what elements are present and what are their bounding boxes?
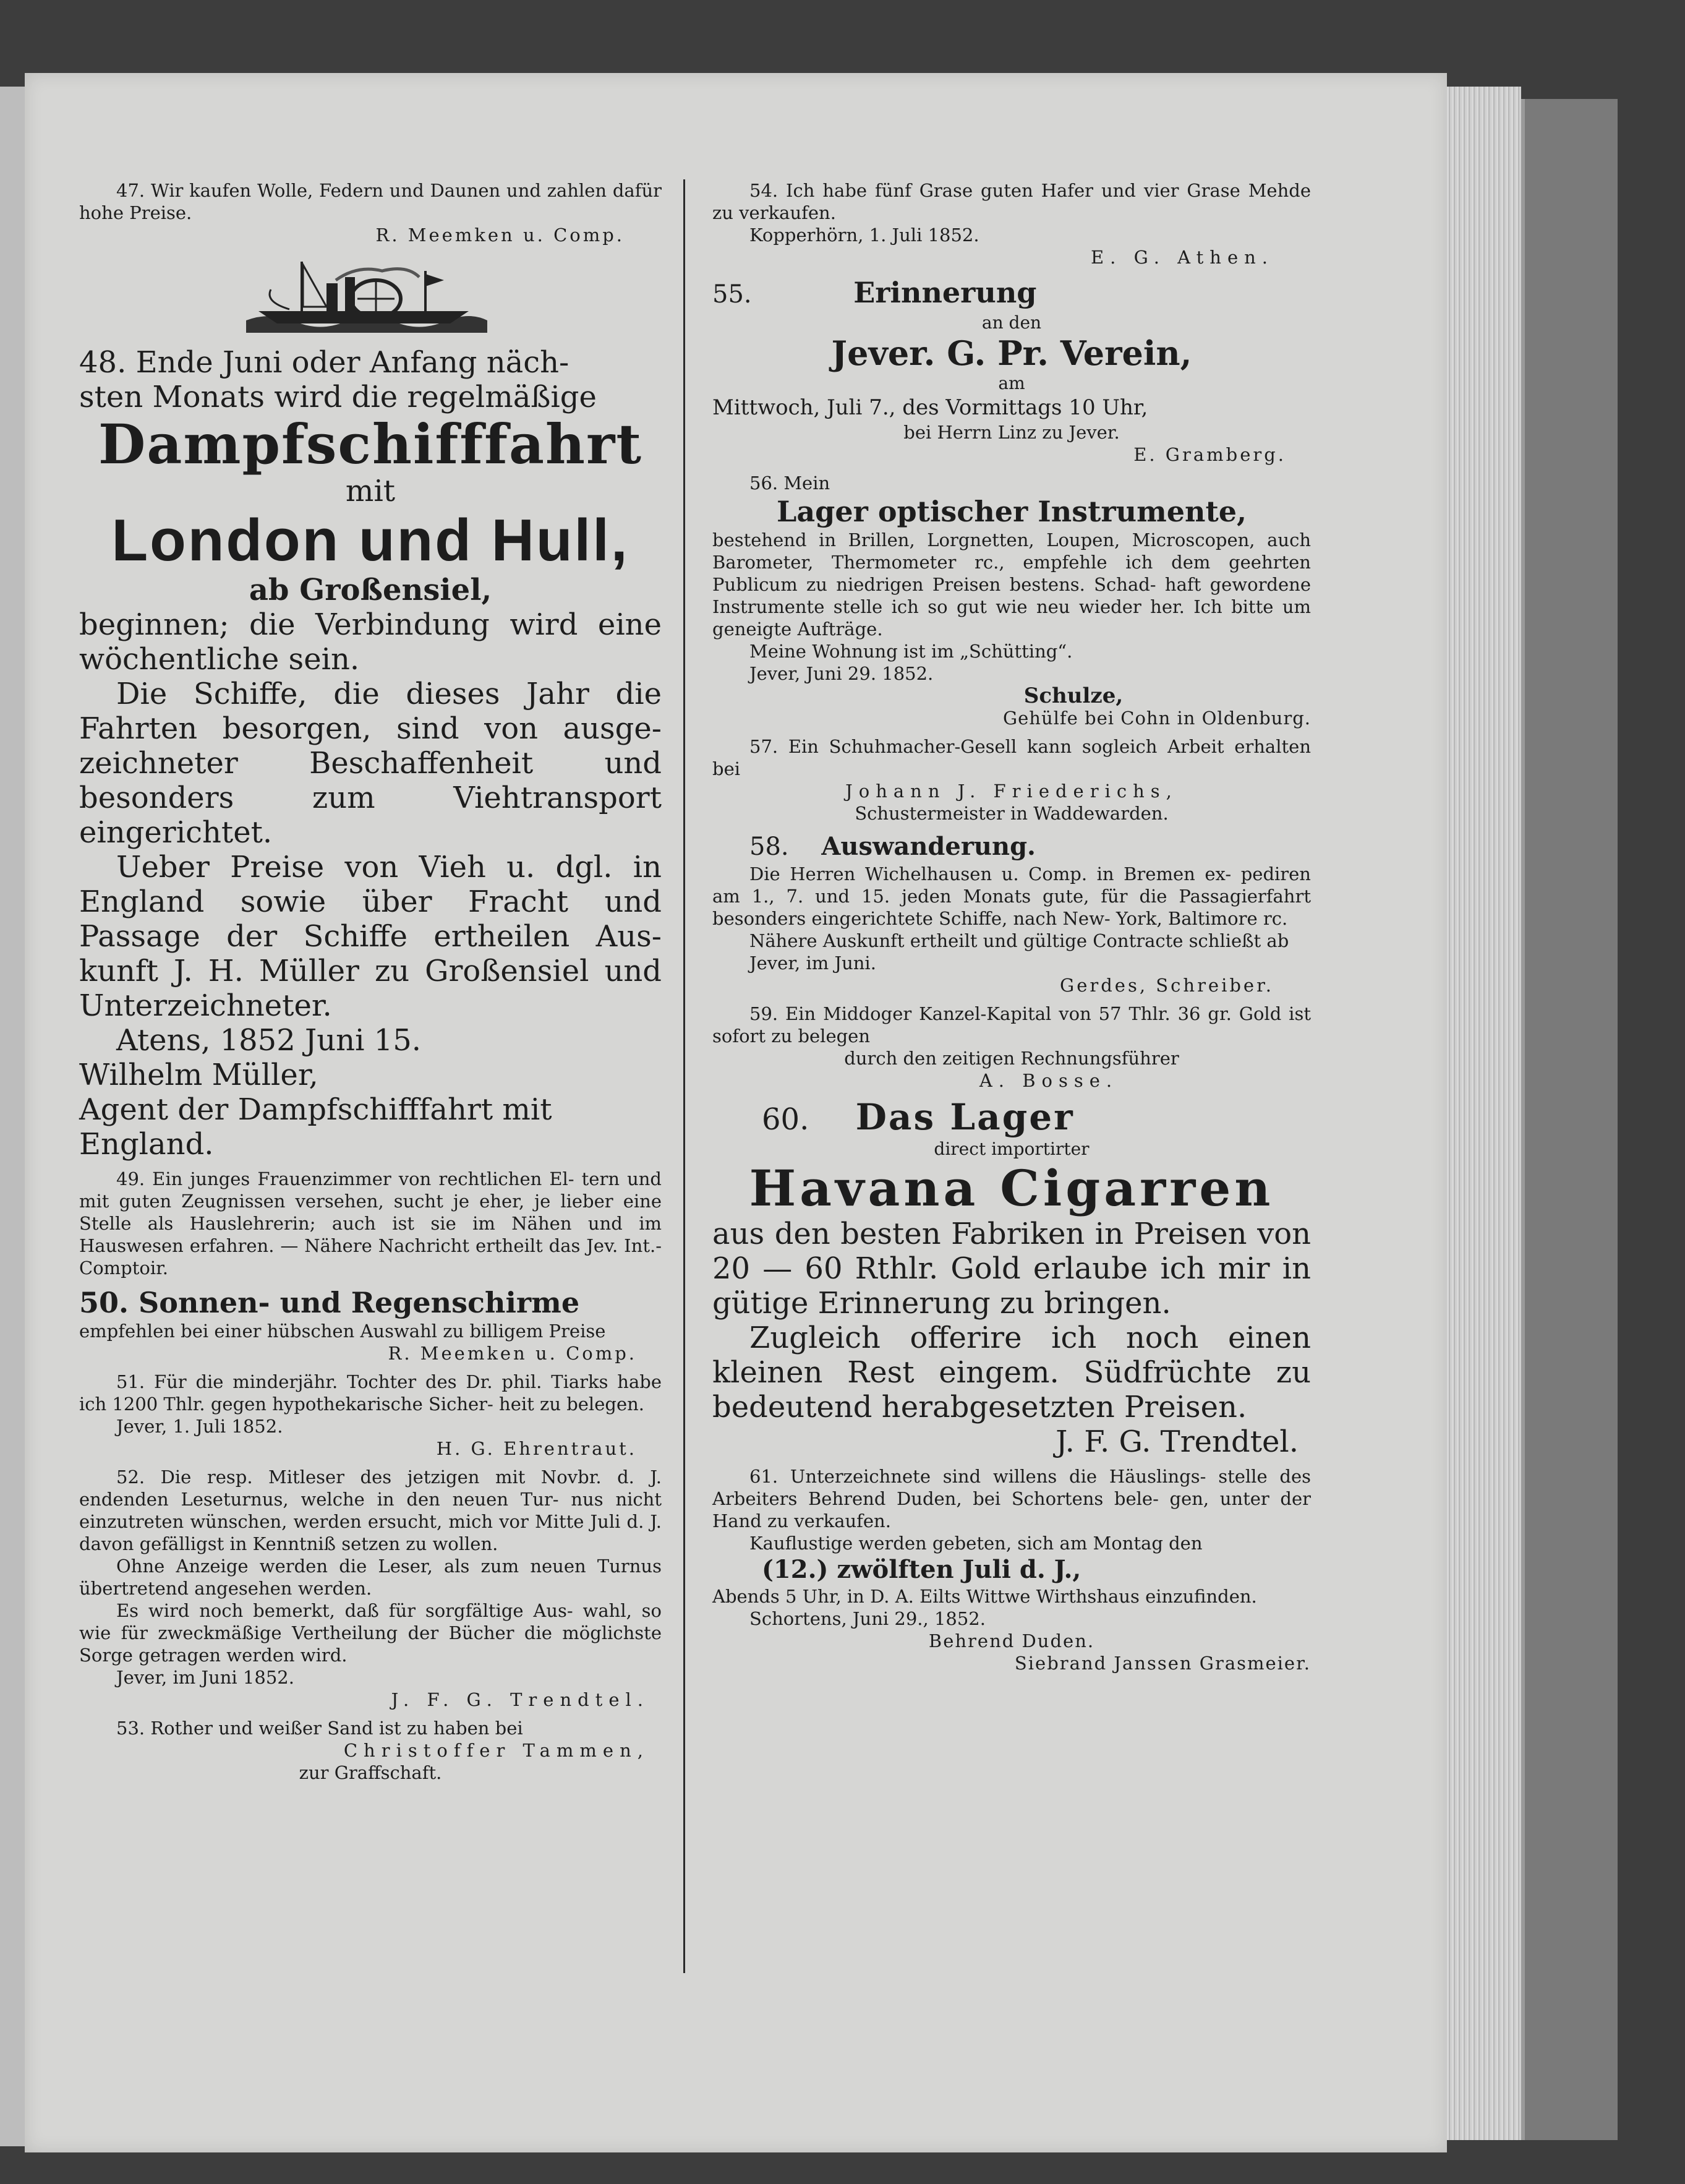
ad-58 xyxy=(712,831,1311,996)
ad-58-text2: Nähere Auskunft ertheilt und gültige Contracte schließt ab xyxy=(749,930,1289,951)
ad-60-heading xyxy=(712,1098,1311,1139)
ad-54-signature: E. G. Athen. xyxy=(1091,247,1274,268)
ad-60-signature: J. F. G. Trendtel. xyxy=(1056,1424,1299,1459)
ad-55-title: Erinnerung xyxy=(853,276,1037,309)
ad-53 xyxy=(79,1717,662,1784)
ad-54-date: Kopperhörn, 1. Juli 1852. xyxy=(749,225,979,246)
ad-51-signature: H. G. Ehrentraut. xyxy=(436,1438,637,1459)
ad-50-signature: R. Meemken u. Comp. xyxy=(388,1343,637,1364)
ad-60-body2: Zugleich offerire ich noch einen kleinen Rest eingem. Südfrüchte zu bedeutend herabgesetzten Preisen. xyxy=(712,1321,1311,1424)
ad-60-sub: direct importirter xyxy=(934,1139,1090,1159)
ad-56 xyxy=(712,472,1311,729)
ad-51 xyxy=(79,1371,662,1460)
ad-48 xyxy=(79,345,662,1162)
ad-56-text: bestehend in Brillen, Lorgnetten, Loupen, Microscopen, auch Barometer, Thermometer rc., empfehle ich dem geehrten Publicum zu niedrigen Preisen bestens. Schad- haft gewordene Instrumente stelle ich so gut wie neu wieder her. Ich bitte um geneigte Aufträge. xyxy=(712,529,1311,640)
ad-59-signature: A. Bosse. xyxy=(979,1070,1119,1091)
ad-54 xyxy=(712,179,1311,268)
ad-51-text: 51. Für die minderjähr. Tochter des Dr. phil. Tiarks habe ich 1200 Thlr. gegen hypothekarische Sicher- heit zu belegen. xyxy=(79,1371,662,1415)
ad-58-number: 58. xyxy=(749,833,789,861)
column-divider xyxy=(683,179,685,1973)
ad-57-signature-name: Johann J. Friederichs, xyxy=(845,781,1178,802)
ad-55-where: bei Herrn Linz zu Jever. xyxy=(903,422,1120,443)
ad-52-text3: Es wird noch bemerkt, daß für sorgfältige Aus- wahl, so wie für zweckmäßige Vertheilung der Bücher die möglichste Sorge getragen werden wird. xyxy=(79,1600,662,1666)
ad-48-body1: beginnen; die Verbindung wird eine wöchentliche sein. xyxy=(79,607,662,677)
ad-60-title: Das Lager xyxy=(855,1096,1075,1138)
ad-55-number: 55. xyxy=(712,280,752,309)
ad-52-date: Jever, im Juni 1852. xyxy=(116,1667,294,1688)
ad-55 xyxy=(712,275,1311,466)
ad-60 xyxy=(712,1098,1311,1459)
ad-48-signature-role: Agent der Dampfschifffahrt mit xyxy=(79,1092,552,1127)
ad-48-body2: Die Schiffe, die dieses Jahr die Fahrten besorgen, sind von ausge- zeichneter Beschaffenheit und besonders zum Viehtransport eingerichtet. xyxy=(79,677,662,850)
ad-60-headline: Havana Cigarren xyxy=(749,1159,1274,1217)
ad-57-signature-role: Schustermeister in Waddewarden. xyxy=(855,803,1169,824)
ad-58-date: Jever, im Juni. xyxy=(749,953,876,974)
ad-56-date: Jever, Juni 29. 1852. xyxy=(749,663,934,684)
ad-48-line1: 48. Ende Juni oder Anfang näch- xyxy=(79,345,569,380)
ad-56-number: 56. Mein xyxy=(749,473,830,494)
ad-52-signature: J. F. G. Trendtel. xyxy=(391,1689,649,1710)
ad-47 xyxy=(79,179,662,246)
ad-49-text: 49. Ein junges Frauenzimmer von rechtlichen El- tern und mit guten Zeugnissen versehen, sucht je eher, je lieber eine Stelle als Hauslehrerin; auch ist sie im Nähen und im Hauswesen erfahren. — Nähere Nachricht ertheilt das Jev. Int.-Comptoir. xyxy=(79,1168,662,1278)
ad-55-heading xyxy=(712,275,1311,312)
ad-47-text: 47. Wir kaufen Wolle, Federn und Daunen und zahlen dafür hohe Preise. xyxy=(79,180,662,223)
ad-61-signature1: Behrend Duden. xyxy=(928,1630,1095,1651)
ad-61-signature2: Siebrand Janssen Grasmeier. xyxy=(1014,1653,1311,1674)
ad-55-verein: Jever. G. Pr. Verein, xyxy=(831,333,1192,373)
ad-48-mit: mit xyxy=(345,474,396,508)
ad-56-address: Meine Wohnung ist im „Schütting“. xyxy=(749,641,1073,662)
ad-59-text: 59. Ein Middoger Kanzel-Kapital von 57 Thlr. 36 gr. Gold ist sofort zu belegen xyxy=(712,1003,1311,1047)
ad-52-text1: 52. Die resp. Mitleser des jetzigen mit Novbr. d. J. endenden Leseturnus, welche in den neuen Tur- nus nicht einzutreten wünschen, werden ersucht, mich vor Mitte Juli d. J. davon gefälligst in Kenntniß setzen zu wollen. xyxy=(79,1467,662,1554)
ad-61-place: Schortens, Juni 29., 1852. xyxy=(749,1608,986,1629)
ad-59-line2: durch den zeitigen Rechnungsführer xyxy=(844,1048,1179,1069)
ad-50 xyxy=(79,1285,662,1364)
ad-57 xyxy=(712,735,1311,824)
ad-48-headline-london-hull: London und Hull, xyxy=(111,507,629,573)
ad-48-from: ab Großensiel, xyxy=(249,573,492,607)
ad-48-body3: Ueber Preise von Vieh u. dgl. in England sowie über Fracht und Passage der Schiffe ertheilen Aus- kunft J. H. Müller zu Großensiel und Unterzeichneter. xyxy=(79,850,662,1023)
ad-50-text: empfehlen bei einer hübschen Auswahl zu billigem Preise xyxy=(79,1321,606,1342)
ad-53-signature-place: zur Graffschaft. xyxy=(299,1762,442,1783)
ad-58-text1: Die Herren Wichelhausen u. Comp. in Bremen ex- pediren am 1., 7. und 15. jeden Monats gute, für die Passagierfahrt besonders eingerichtete Schiffe, nach New- York, Baltimore rc. xyxy=(712,863,1311,929)
ad-58-heading xyxy=(712,831,1311,863)
ad-49 xyxy=(79,1168,662,1279)
ad-56-signature-role: Gehülfe bei Cohn in Oldenburg. xyxy=(1002,708,1311,729)
ad-51-date: Jever, 1. Juli 1852. xyxy=(116,1416,283,1437)
ad-48-line2: sten Monats wird die regelmäßige xyxy=(79,380,597,414)
ad-61-text1: 61. Unterzeichnete sind willens die Häuslings- stelle des Arbeiters Behrend Duden, bei Schortens bele- gen, unter der Hand zu verkaufen. xyxy=(712,1466,1311,1531)
ad-55-an-den: an den xyxy=(981,312,1042,333)
book-cover xyxy=(1521,99,1618,2140)
right-column xyxy=(712,179,1311,1681)
ad-58-title: Auswanderung. xyxy=(821,832,1036,861)
ad-61-text2: Kauflustige werden gebeten, sich am Montag den xyxy=(749,1533,1203,1554)
ad-60-number: 60. xyxy=(762,1102,809,1137)
ad-61-date-headline: (12.) zwölften Juli d. J., xyxy=(762,1555,1081,1584)
ad-48-signature-name: Wilhelm Müller, xyxy=(79,1058,318,1092)
ad-50-title: 50. Sonnen- und Regenschirme xyxy=(79,1286,580,1319)
ad-48-headline-dampfschifffahrt: Dampfschifffahrt xyxy=(98,412,642,476)
ad-53-signature-name: Christoffer Tammen, xyxy=(343,1740,649,1761)
ad-55-when: Mittwoch, Juli 7., des Vormittags 10 Uhr, xyxy=(712,395,1148,420)
ad-54-text: 54. Ich habe fünf Grase guten Hafer und vier Grase Mehde zu verkaufen. xyxy=(712,180,1311,223)
ad-61 xyxy=(712,1465,1311,1674)
ad-59 xyxy=(712,1003,1311,1092)
steamship-icon xyxy=(234,252,493,339)
ad-61-text3: Abends 5 Uhr, in D. A. Eilts Wittwe Wirthshaus einzufinden. xyxy=(712,1586,1257,1607)
left-column xyxy=(79,179,662,1790)
ad-48-date: Atens, 1852 Juni 15. xyxy=(116,1023,422,1058)
ad-52-text2: Ohne Anzeige werden die Leser, als zum neuen Turnus übertretend angesehen werden. xyxy=(79,1556,662,1599)
ad-60-body1: aus den besten Fabriken in Preisen von 20 — 60 Rthlr. Gold erlaube ich mir in gütige Erinnerung zu bringen. xyxy=(712,1217,1311,1321)
facing-page-edge xyxy=(0,87,26,2146)
page-edges xyxy=(1447,87,1521,2140)
ad-47-signature: R. Meemken u. Comp. xyxy=(375,225,625,246)
ad-52 xyxy=(79,1466,662,1711)
ad-58-signature: Gerdes, Schreiber. xyxy=(1060,975,1274,996)
ad-55-am: am xyxy=(998,373,1025,393)
ad-53-text: 53. Rother und weißer Sand ist zu haben bei xyxy=(116,1718,523,1739)
ad-55-signature: E. Gramberg. xyxy=(1133,444,1286,465)
ad-56-title: Lager optischer Instrumente, xyxy=(777,495,1247,528)
ad-56-signature-name: Schulze, xyxy=(1023,683,1124,708)
ad-57-text: 57. Ein Schuhmacher-Gesell kann sogleich Arbeit erhalten bei xyxy=(712,736,1311,779)
ad-48-signature-country: England. xyxy=(79,1127,214,1162)
